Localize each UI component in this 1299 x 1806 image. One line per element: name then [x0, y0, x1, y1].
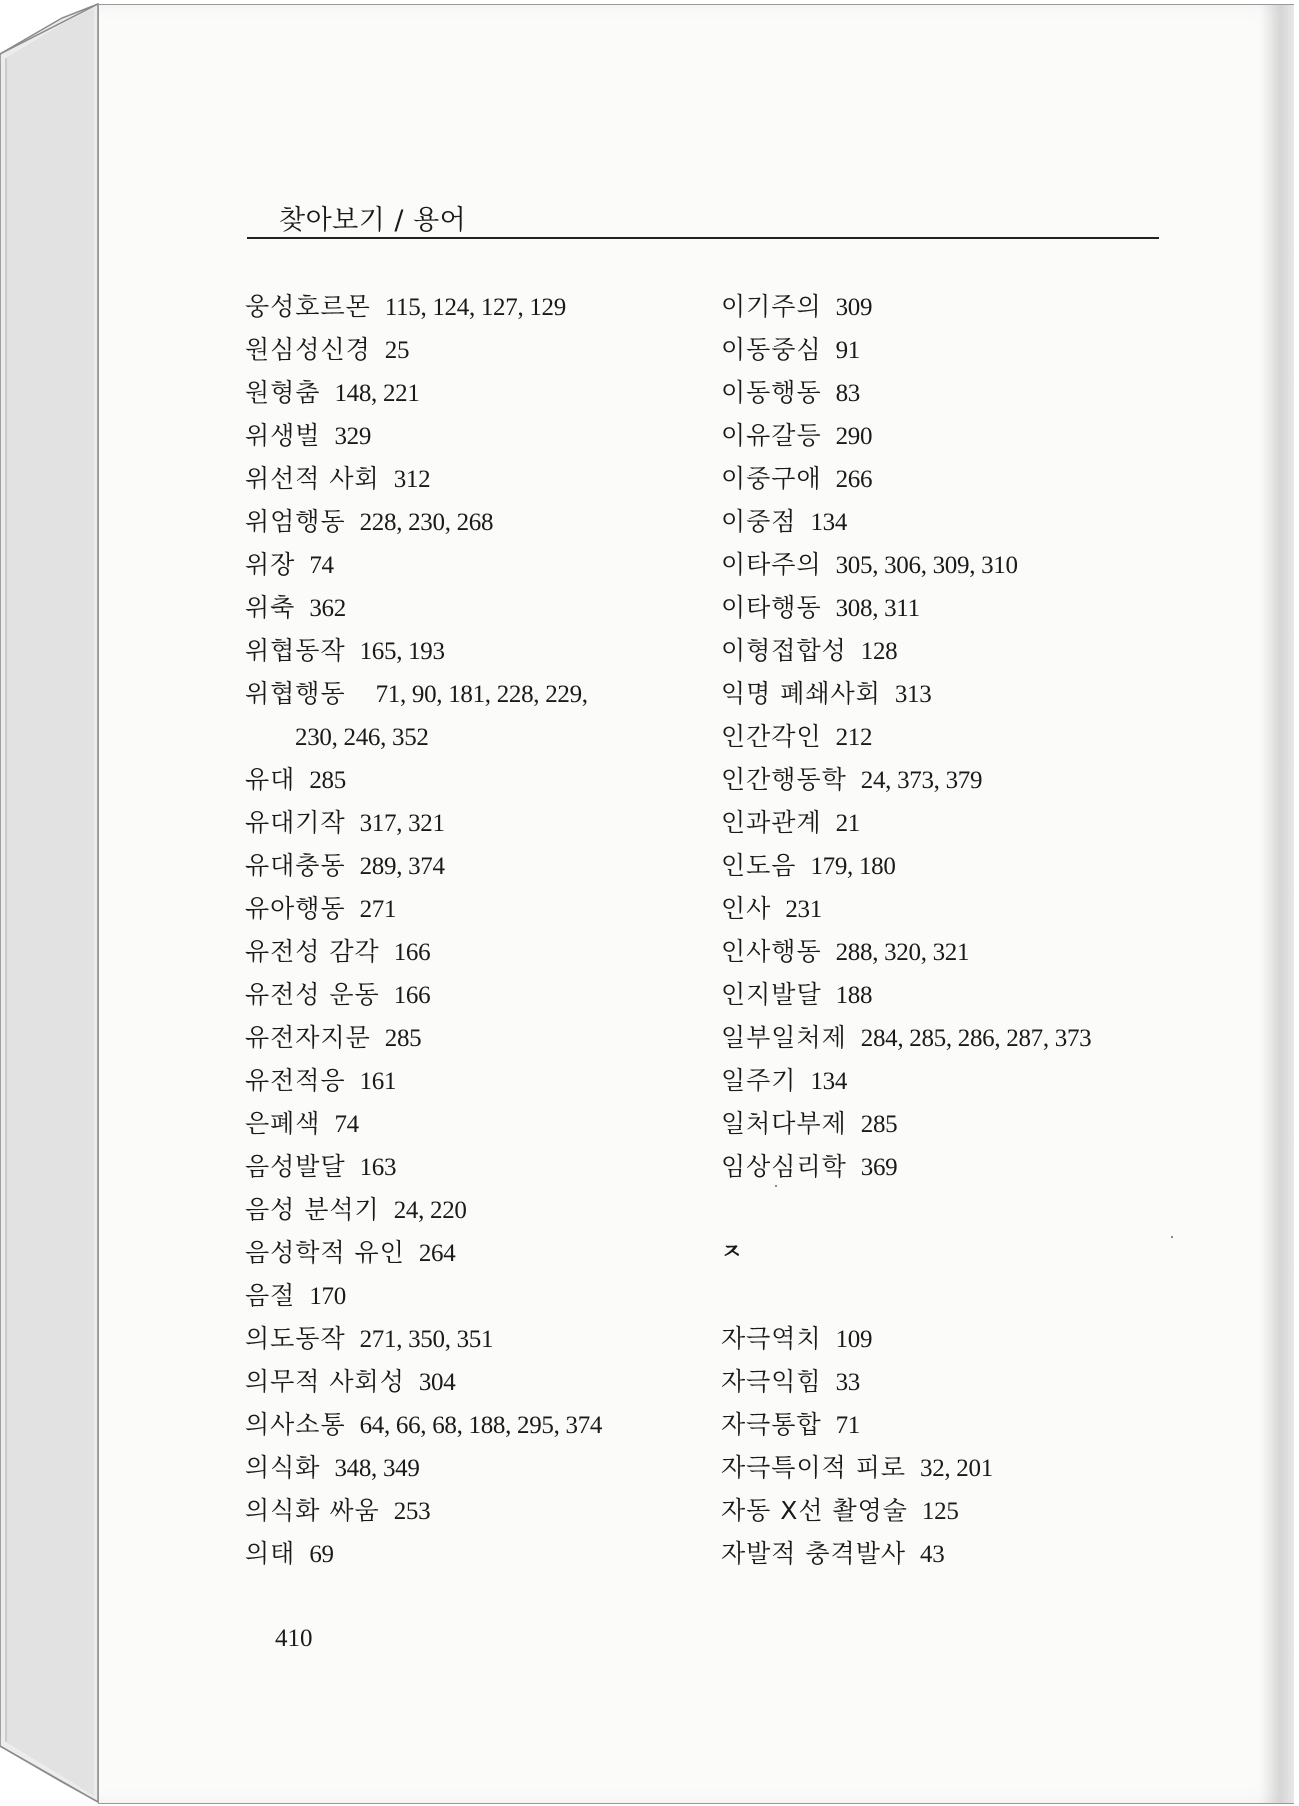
book-spine-graphic — [0, 0, 100, 1806]
index-entry — [721, 1145, 1191, 1188]
index-entry — [245, 1145, 715, 1188]
index-entry — [721, 457, 1191, 500]
index-pages: 212 — [835, 724, 873, 751]
index-pages: 166 — [393, 939, 431, 966]
index-pages: 91 — [835, 337, 861, 364]
index-term: 의도동작 — [245, 1324, 346, 1353]
index-pages: 290 — [835, 423, 873, 450]
index-term: 이동행동 — [721, 378, 822, 407]
index-entry — [721, 1403, 1191, 1446]
index-pages: 348, 349 — [334, 1455, 420, 1482]
index-entry — [721, 973, 1191, 1016]
index-pages: 271 — [359, 896, 397, 923]
index-term: 인사행동 — [721, 937, 822, 966]
index-entry — [721, 758, 1191, 801]
index-entry — [721, 543, 1191, 586]
index-term: 자극익힘 — [721, 1367, 822, 1396]
index-entry — [721, 887, 1191, 930]
index-pages: 74 — [334, 1111, 359, 1138]
index-term: 유전성 운동 — [245, 980, 380, 1009]
index-entry — [245, 285, 715, 328]
index-term: 이동중심 — [721, 335, 822, 364]
index-entry — [245, 1059, 715, 1102]
index-entry — [245, 371, 715, 414]
index-pages: 64, 66, 68, 188, 295, 374 — [359, 1412, 603, 1439]
index-entry — [721, 500, 1191, 543]
index-pages: 32, 201 — [920, 1455, 993, 1482]
index-term: 유대 — [245, 765, 296, 794]
index-term: 자동 X선 촬영술 — [721, 1496, 908, 1525]
index-entry — [245, 672, 715, 715]
index-entry — [721, 285, 1191, 328]
index-term: 음성학적 유인 — [245, 1238, 405, 1267]
index-pages: 134 — [810, 1068, 848, 1095]
index-term: 이기주의 — [721, 292, 822, 321]
index-entry — [245, 1532, 715, 1575]
index-entry — [245, 1360, 715, 1403]
index-term: 유전성 감각 — [245, 937, 380, 966]
index-term: 이중구애 — [721, 464, 822, 493]
index-pages: 317, 321 — [359, 810, 445, 837]
index-term: 자극역치 — [721, 1324, 822, 1353]
index-term: 위축 — [245, 593, 296, 622]
index-term: 위협동작 — [245, 636, 346, 665]
index-entry — [245, 1403, 715, 1446]
index-pages: 228, 230, 268 — [359, 509, 494, 536]
index-column-left — [245, 285, 715, 1575]
index-term: 이타주의 — [721, 550, 822, 579]
scan-speck — [1171, 1236, 1173, 1238]
index-column-right — [721, 285, 1191, 1575]
index-term: 음절 — [245, 1281, 296, 1310]
index-pages: 231 — [785, 896, 822, 923]
index-term: 의무적 사회성 — [245, 1367, 405, 1396]
index-pages: 264 — [418, 1240, 456, 1267]
index-term: 익명 폐쇄사회 — [721, 679, 881, 708]
index-entry — [245, 543, 715, 586]
scan-speck — [775, 1185, 777, 1187]
index-term: 이중점 — [721, 507, 797, 536]
index-term: 위협행동 — [245, 679, 346, 708]
index-pages: 285 — [860, 1111, 898, 1138]
index-entry — [721, 801, 1191, 844]
index-pages: 362 — [309, 595, 346, 622]
book-spine — [0, 0, 100, 1806]
index-term: 위장 — [245, 550, 296, 579]
index-term: 유아행동 — [245, 894, 346, 923]
index-term: 위선적 사회 — [245, 464, 380, 493]
index-term: 웅성호르몬 — [245, 292, 371, 321]
index-pages: 305, 306, 309, 310 — [835, 552, 1018, 579]
index-entry — [721, 1317, 1191, 1360]
index-entry — [721, 1102, 1191, 1145]
index-term: 이유갈등 — [721, 421, 822, 450]
index-entry — [721, 1446, 1191, 1489]
index-pages: 309 — [835, 294, 873, 321]
index-entry — [245, 1016, 715, 1059]
index-page — [98, 4, 1294, 1804]
index-entry — [245, 801, 715, 844]
index-entry — [245, 629, 715, 672]
index-term: 이형접합성 — [721, 636, 847, 665]
index-pages: 170 — [309, 1283, 346, 1310]
index-entry — [721, 672, 1191, 715]
index-pages: 43 — [920, 1541, 945, 1568]
index-entry — [245, 887, 715, 930]
index-entry-continuation — [245, 715, 715, 758]
index-term: 일주기 — [721, 1066, 797, 1095]
index-entry — [721, 844, 1191, 887]
index-term: 은폐색 — [245, 1109, 321, 1138]
index-entry — [245, 1489, 715, 1532]
index-entry — [245, 457, 715, 500]
index-pages: 271, 350, 351 — [359, 1326, 494, 1353]
index-pages: 266 — [835, 466, 873, 493]
index-term: 자발적 충격발사 — [721, 1539, 906, 1568]
index-pages: 165, 193 — [359, 638, 445, 665]
index-term: 의식화 싸움 — [245, 1496, 380, 1525]
index-entry — [721, 328, 1191, 371]
index-entry — [721, 1016, 1191, 1059]
index-entry — [245, 1231, 715, 1274]
index-term: 인간행동학 — [721, 765, 847, 794]
index-term: 유전자지문 — [245, 1023, 371, 1052]
header-rule — [247, 237, 1159, 239]
index-pages: 24, 220 — [393, 1197, 467, 1224]
index-entry — [245, 414, 715, 457]
index-pages: 312 — [393, 466, 431, 493]
index-entry — [721, 715, 1191, 758]
index-entry — [245, 1446, 715, 1489]
index-pages: 313 — [894, 681, 932, 708]
index-pages: 148, 221 — [334, 380, 420, 407]
index-entry — [721, 586, 1191, 629]
index-entry — [245, 1317, 715, 1360]
section-gap — [721, 1188, 1191, 1231]
index-entry — [721, 1489, 1191, 1532]
index-entry — [245, 973, 715, 1016]
index-entry — [245, 1274, 715, 1317]
index-entry — [721, 1532, 1191, 1575]
index-term: 인사 — [721, 894, 772, 923]
index-pages: 134 — [810, 509, 848, 536]
index-entry — [245, 930, 715, 973]
index-entry — [721, 1059, 1191, 1102]
index-pages: 288, 320, 321 — [835, 939, 970, 966]
index-pages: 230, 246, 352 — [295, 724, 429, 751]
index-entry — [721, 930, 1191, 973]
section-gap — [721, 1274, 1191, 1317]
index-term: 일처다부제 — [721, 1109, 847, 1138]
index-term: 유대기작 — [245, 808, 346, 837]
index-pages: 83 — [835, 380, 861, 407]
index-term: 유전적응 — [245, 1066, 346, 1095]
index-term: 음성발달 — [245, 1152, 346, 1181]
index-entry — [245, 586, 715, 629]
index-pages: 163 — [359, 1154, 397, 1181]
index-term: 이타행동 — [721, 593, 822, 622]
index-entry — [245, 758, 715, 801]
index-pages: 74 — [309, 552, 334, 579]
index-pages: 308, 311 — [835, 595, 920, 622]
index-term: 의식화 — [245, 1453, 321, 1482]
page-edge-shadow — [1260, 5, 1294, 1803]
index-pages: 289, 374 — [359, 853, 445, 880]
index-entry — [245, 844, 715, 887]
index-term: 일부일처제 — [721, 1023, 847, 1052]
index-term: 인간각인 — [721, 722, 822, 751]
index-term: 의사소통 — [245, 1410, 346, 1439]
index-term: 인지발달 — [721, 980, 822, 1009]
index-entry — [721, 629, 1191, 672]
index-pages: 179, 180 — [810, 853, 896, 880]
index-term: 원심성신경 — [245, 335, 371, 364]
index-entry — [721, 371, 1191, 414]
index-term: 의태 — [245, 1539, 296, 1568]
index-pages: 115, 124, 127, 129 — [384, 294, 566, 321]
index-entry — [721, 1360, 1191, 1403]
index-term: 임상심리학 — [721, 1152, 847, 1181]
index-pages: 71, 90, 181, 228, 229, — [375, 681, 588, 708]
index-pages: 188 — [835, 982, 873, 1009]
index-pages: 253 — [393, 1498, 431, 1525]
index-pages: 369 — [860, 1154, 898, 1181]
page-number: 410 — [275, 1625, 313, 1652]
index-term: 음성 분석기 — [245, 1195, 380, 1224]
index-pages: 109 — [835, 1326, 873, 1353]
index-entry — [245, 1102, 715, 1145]
index-entry — [245, 500, 715, 543]
index-pages: 161 — [359, 1068, 397, 1095]
index-pages: 284, 285, 286, 287, 373 — [860, 1025, 1092, 1052]
index-pages: 125 — [921, 1498, 959, 1525]
index-pages: 24, 373, 379 — [860, 767, 983, 794]
index-term: 위생벌 — [245, 421, 321, 450]
index-term: 원형춤 — [245, 378, 321, 407]
index-term: 인도음 — [721, 851, 797, 880]
index-entry — [721, 414, 1191, 457]
index-term: 자극통합 — [721, 1410, 822, 1439]
index-term: 유대충동 — [245, 851, 346, 880]
index-entry — [245, 328, 715, 371]
index-pages: 329 — [334, 423, 372, 450]
index-pages: 128 — [860, 638, 898, 665]
index-term: 인과관계 — [721, 808, 822, 837]
index-pages: 71 — [835, 1412, 861, 1439]
page-header-title: 찾아보기 / 용어 — [279, 205, 467, 236]
index-term: 위엄행동 — [245, 507, 346, 536]
index-pages: 21 — [835, 810, 861, 837]
index-term: 자극특이적 피로 — [721, 1453, 906, 1482]
section-letter-heading: ㅈ — [721, 1240, 743, 1265]
index-pages: 33 — [835, 1369, 861, 1396]
index-pages: 25 — [384, 337, 410, 364]
index-pages: 285 — [309, 767, 346, 794]
index-pages: 304 — [418, 1369, 456, 1396]
index-entry — [245, 1188, 715, 1231]
index-pages: 285 — [384, 1025, 422, 1052]
index-pages: 166 — [393, 982, 431, 1009]
index-pages: 69 — [309, 1541, 334, 1568]
